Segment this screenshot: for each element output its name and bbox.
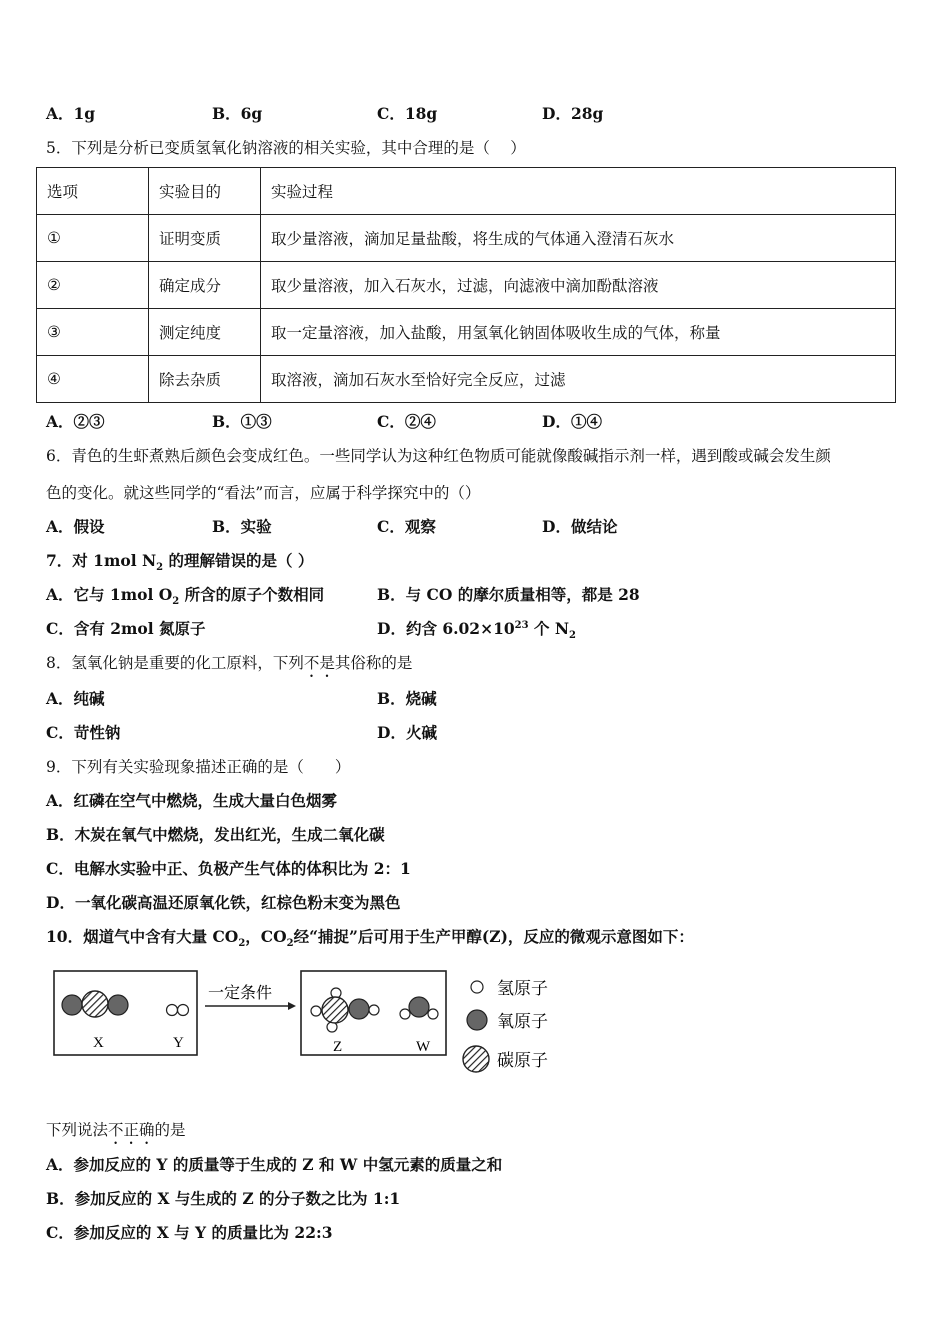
q9-stem: 9．下列有关实验现象描述正确的是（ ） [46, 758, 351, 776]
table-cell: ③ [37, 309, 149, 356]
q6-option-c: C．观察 [377, 517, 436, 536]
arrow-head-icon [288, 1002, 296, 1010]
label-y: Y [173, 1035, 184, 1051]
q10-stem: 10．烟道气中含有大量 $CO_2$，$CO_2$经“捕捉”后可用于生产甲醇(Z)，反应的微观示意图如下： [46, 927, 694, 950]
table-cell: 取一定量溶液，加入盐酸，用氢氧化钠固体吸收生成的气体，称量 [261, 309, 896, 356]
q4-option-a: A．1g [46, 104, 96, 123]
q5-stem: 5．下列是分析已变质氢氧化钠溶液的相关实验，其中合理的是（ ） [46, 139, 526, 157]
label-w: W [416, 1039, 431, 1055]
molecule-z [311, 988, 379, 1032]
q4-option-d: D．28g [542, 104, 604, 123]
table-cell: ④ [37, 356, 149, 403]
legend-hydrogen: 氢原子 [497, 979, 548, 999]
q7-option-b: B．与 CO 的摩尔质量相等，都是 28 [377, 585, 640, 604]
q6-option-b: B．实验 [212, 517, 272, 536]
table-header-row [37, 168, 896, 215]
q6-option-d: D．做结论 [542, 517, 618, 536]
q8-stem: 8．氢氧化钠是重要的化工原料，下列不是其俗称的是 [46, 654, 413, 672]
legend-oxygen: 氧原子 [497, 1012, 548, 1032]
q5-table [36, 167, 896, 403]
q6-stem-line2: 色的变化。就这些同学的“看法”而言，应属于科学探究中的（） [46, 484, 481, 502]
q7-option-d: D．约含 $6.02\times 10^{23}$ 个 $N_2$ [377, 619, 577, 642]
q8-option-a: A．纯碱 [46, 689, 105, 708]
label-z: Z [333, 1039, 343, 1055]
hydrogen-atom-icon [471, 981, 483, 993]
label-x: X [93, 1035, 104, 1051]
table-cell: ② [37, 262, 149, 309]
q7-option-c: C．含有 2mol 氮原子 [46, 619, 206, 638]
q5-option-d: D．①④ [542, 412, 602, 431]
q6-option-a: A．假设 [46, 517, 105, 536]
table-cell: 证明变质 [149, 215, 261, 262]
q10-ask: 下列说法不正确的是 [46, 1121, 186, 1139]
legend-carbon: 碳原子 [497, 1051, 548, 1071]
reaction-diagram [50, 962, 560, 1082]
q7-stem: 7．对 1mol $N_2$ 的理解错误的是（ ） [46, 551, 314, 574]
table-cell: 除去杂质 [149, 356, 261, 403]
table-row [37, 215, 896, 262]
table-cell: 取少量溶液，滴加足量盐酸，将生成的气体通入澄清石灰水 [261, 215, 896, 262]
q5-option-b: B．①③ [212, 412, 272, 431]
q7-option-a: A．它与 1mol $O_2$ 所含的原子个数相同 [46, 585, 325, 608]
table-cell: 测定纯度 [149, 309, 261, 356]
table-cell: 确定成分 [149, 262, 261, 309]
q8-option-c: C．苛性钠 [46, 723, 121, 742]
q9-option-d: D．一氧化碳高温还原氧化铁，红棕色粉末变为黑色 [46, 893, 401, 912]
q5-option-c: C．②④ [377, 412, 436, 431]
q9-option-b: B．木炭在氧气中燃烧，发出红光，生成二氧化碳 [46, 825, 385, 844]
q5-option-a: A．②③ [46, 412, 105, 431]
q10-option-c: C．参加反应的 X 与 Y 的质量比为 22:3 [46, 1223, 333, 1242]
molecule-y [167, 1005, 189, 1016]
carbon-atom-icon [463, 1046, 489, 1072]
table-header: 实验目的 [149, 168, 261, 215]
q10-option-a: A．参加反应的 Y 的质量等于生成的 Z 和 W 中氢元素的质量之和 [46, 1155, 503, 1174]
table-header: 选项 [37, 168, 149, 215]
table-row [37, 309, 896, 356]
table-row [37, 262, 896, 309]
table-header: 实验过程 [261, 168, 896, 215]
reaction-condition: 一定条件 [208, 983, 273, 1002]
q9-option-a: A．红磷在空气中燃烧，生成大量白色烟雾 [46, 791, 338, 810]
q9-option-c: C．电解水实验中正、负极产生气体的体积比为 2：1 [46, 859, 411, 878]
table-cell: 取溶液，滴加石灰水至恰好完全反应，过滤 [261, 356, 896, 403]
molecule-x [62, 991, 128, 1017]
q8-option-b: B．烧碱 [377, 689, 437, 708]
table-row [37, 356, 896, 403]
q4-option-c: C．18g [377, 104, 438, 123]
table-cell: ① [37, 215, 149, 262]
q8-option-d: D．火碱 [377, 723, 437, 742]
molecule-w [400, 997, 438, 1019]
oxygen-atom-icon [467, 1010, 487, 1030]
q6-stem-line1: 6．青色的生虾煮熟后颜色会变成红色。一些同学认为这种红色物质可能就像酸碱指示剂一样，遇到酸或碱会发生颜 [46, 447, 831, 465]
q10-option-b: B．参加反应的 X 与生成的 Z 的分子数之比为 1:1 [46, 1189, 401, 1208]
table-cell: 取少量溶液，加入石灰水，过滤，向滤液中滴加酚酞溶液 [261, 262, 896, 309]
q4-option-b: B．6g [212, 104, 263, 123]
